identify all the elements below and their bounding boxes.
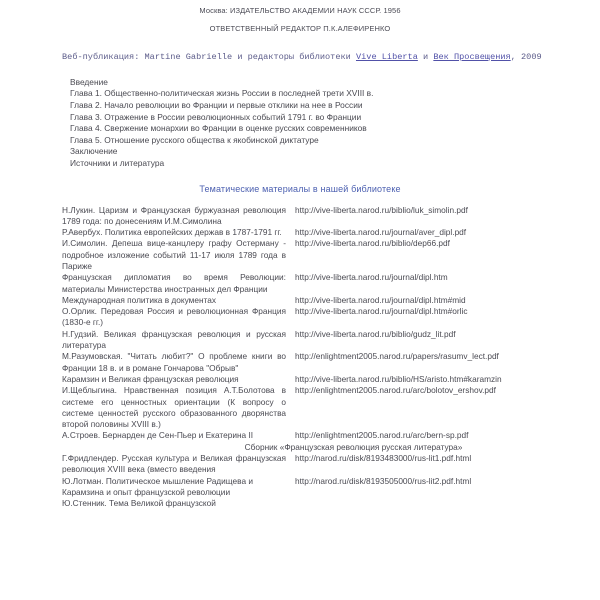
section-heading: Тематические материалы в нашей библиотеке: [199, 183, 401, 194]
editor-line: ОТВЕТСТВЕННЫЙ РЕДАКТОР П.К.АЛЕФИРЕНКО: [209, 24, 391, 34]
material-url[interactable]: http://vive-liberta.narod.ru/biblio/dep66.pdf: [295, 238, 450, 249]
web-publication-note: [62, 51, 562, 64]
material-title: Н.Лукин. Царизм и Французская буржуазная революция 1789 года: по донесениям И.М.Симолина: [62, 204, 286, 226]
table-row: [62, 453, 570, 476]
table-row: [62, 351, 570, 374]
collection-subheader-cell: [62, 442, 570, 453]
publisher-line: Москва: ИЗДАТЕЛЬСТВО АКАДЕМИИ НАУК СССР. 1956: [199, 6, 401, 15]
toc-item-chapter-2: Глава 2. Начало революции во Франции и первые отклики на нее в России: [70, 99, 363, 110]
material-url[interactable]: http://vive-liberta.narod.ru/journal/dipl.htm#orlic: [295, 306, 468, 317]
material-title: И.Симолин. Депеша вице-канцлеру графу Остерману - подробное изложение событий 11-17 июля 1789 года в Париже: [62, 238, 286, 271]
collection-subheader: Сборник «Французская революция русская литература»: [244, 441, 463, 452]
material-url[interactable]: http://vive-liberta.narod.ru/biblio/gudz_lit.pdf: [295, 328, 456, 339]
table-row: [62, 205, 570, 228]
imprint-block: [0, 0, 600, 34]
material-url[interactable]: http://vive-liberta.narod.ru/biblio/luk_simolin.pdf: [295, 204, 468, 215]
material-title: Ю.Лотман. Политическое мышление Радищева и Карамзина и опыт французской революции: [62, 475, 254, 497]
table-row: [62, 476, 570, 499]
material-url[interactable]: http://enlightment2005.narod.ru/arc/bolotov_ershov.pdf: [295, 385, 496, 396]
material-title: Ю.Стенник. Тема Великой французской: [62, 498, 216, 509]
material-url[interactable]: http://vive-liberta.narod.ru/journal/dipl.htm: [295, 272, 448, 283]
material-title: И.Щеблыгина. Нравственная позиция А.Т.Болотова в системе его ценностных ориентации (К вопросу о системе ценностей русского образованного дворянства второй половины XVIII в.): [62, 385, 286, 430]
material-url[interactable]: http://vive-liberta.narod.ru/biblio/HS/aristo.htm#karamzin: [295, 373, 502, 384]
table-row: [62, 374, 570, 385]
material-url[interactable]: http://enlightment2005.narod.ru/arc/bern-sp.pdf: [295, 430, 469, 441]
table-row: [62, 272, 570, 295]
table-row: [62, 295, 570, 306]
toc-item-introduction: Введение: [70, 76, 108, 87]
toc-item-chapter-3: Глава 3. Отражение в России революционных событий 1791 г. во Франции: [70, 111, 362, 122]
toc-item-conclusion: Заключение: [70, 146, 118, 157]
material-title: А.Строев. Бернарден де Сен-Пьер и Екатерина II: [62, 430, 254, 441]
webpub-prefix: Веб-публикация: Martine Gabrielle и редакторы библиотеки: [62, 51, 356, 62]
toc-item-chapter-5: Глава 5. Отношение русского общества к якобинской диктатуре: [70, 134, 319, 145]
material-title: Международная политика в документах: [62, 294, 217, 305]
material-url[interactable]: http://vive-liberta.narod.ru/journal/dipl.htm#mid: [295, 294, 466, 305]
toc-item-sources: Источники и литература: [70, 157, 165, 168]
webpub-suffix: , 2009: [510, 51, 542, 62]
table-row: [62, 227, 570, 238]
toc-item-chapter-4: Глава 4. Свержение монархии во Франции в оценке русских современников: [70, 123, 367, 134]
table-row: [62, 430, 570, 441]
materials-table-body: [62, 205, 570, 510]
material-url[interactable]: http://enlightment2005.narod.ru/papers/rasumv_lect.pdf: [295, 351, 499, 362]
material-title: Н.Гудзий. Великая французская революция и русская литература: [62, 328, 286, 351]
table-row: [62, 306, 570, 329]
material-title: М.Разумовская. "Читать любит?" О проблеме книги во Франции 18 в. и в романе Гончарова "Обрыв": [62, 351, 286, 373]
materials-table: [62, 205, 570, 510]
webpub-mid: и: [417, 51, 434, 62]
table-row: [62, 498, 570, 509]
material-url[interactable]: http://vive-liberta.narod.ru/journal/aver_dipl.pdf: [295, 227, 467, 238]
material-title: Р.Авербух. Политика европейских держав в 1787-1791 гг.: [62, 227, 282, 238]
table-of-contents: [70, 77, 600, 170]
material-title: Г.Фридлендер. Русская культура и Великая французская революция XVIII века (вместо введения: [62, 453, 286, 475]
table-row: [62, 385, 570, 430]
vek-prosvescheniya-link[interactable]: Век Просвещения: [433, 51, 511, 62]
material-url[interactable]: http://narod.ru/disk/8193505000/rus-lit2.pdf.html: [295, 475, 472, 486]
material-title: О.Орлик. Передовая Россия и революционная Франция (1830-е гг.): [62, 306, 286, 328]
collection-subheader-row: [62, 442, 570, 453]
material-url[interactable]: [295, 498, 570, 509]
table-row: [62, 329, 570, 352]
material-url[interactable]: http://narod.ru/disk/8193483000/rus-lit1.pdf.html: [295, 453, 472, 464]
material-title: Французская дипломатия во время Революции: материалы Министерства иностранных дел Франции: [62, 272, 286, 294]
vive-liberta-link[interactable]: Vive Liberta: [355, 51, 418, 62]
table-row: [62, 238, 570, 272]
toc-item-chapter-1: Глава 1. Общественно-политическая жизнь России в последней трети XVIII в.: [70, 88, 374, 99]
material-title: Карамзин и Великая французская революция: [62, 373, 239, 384]
